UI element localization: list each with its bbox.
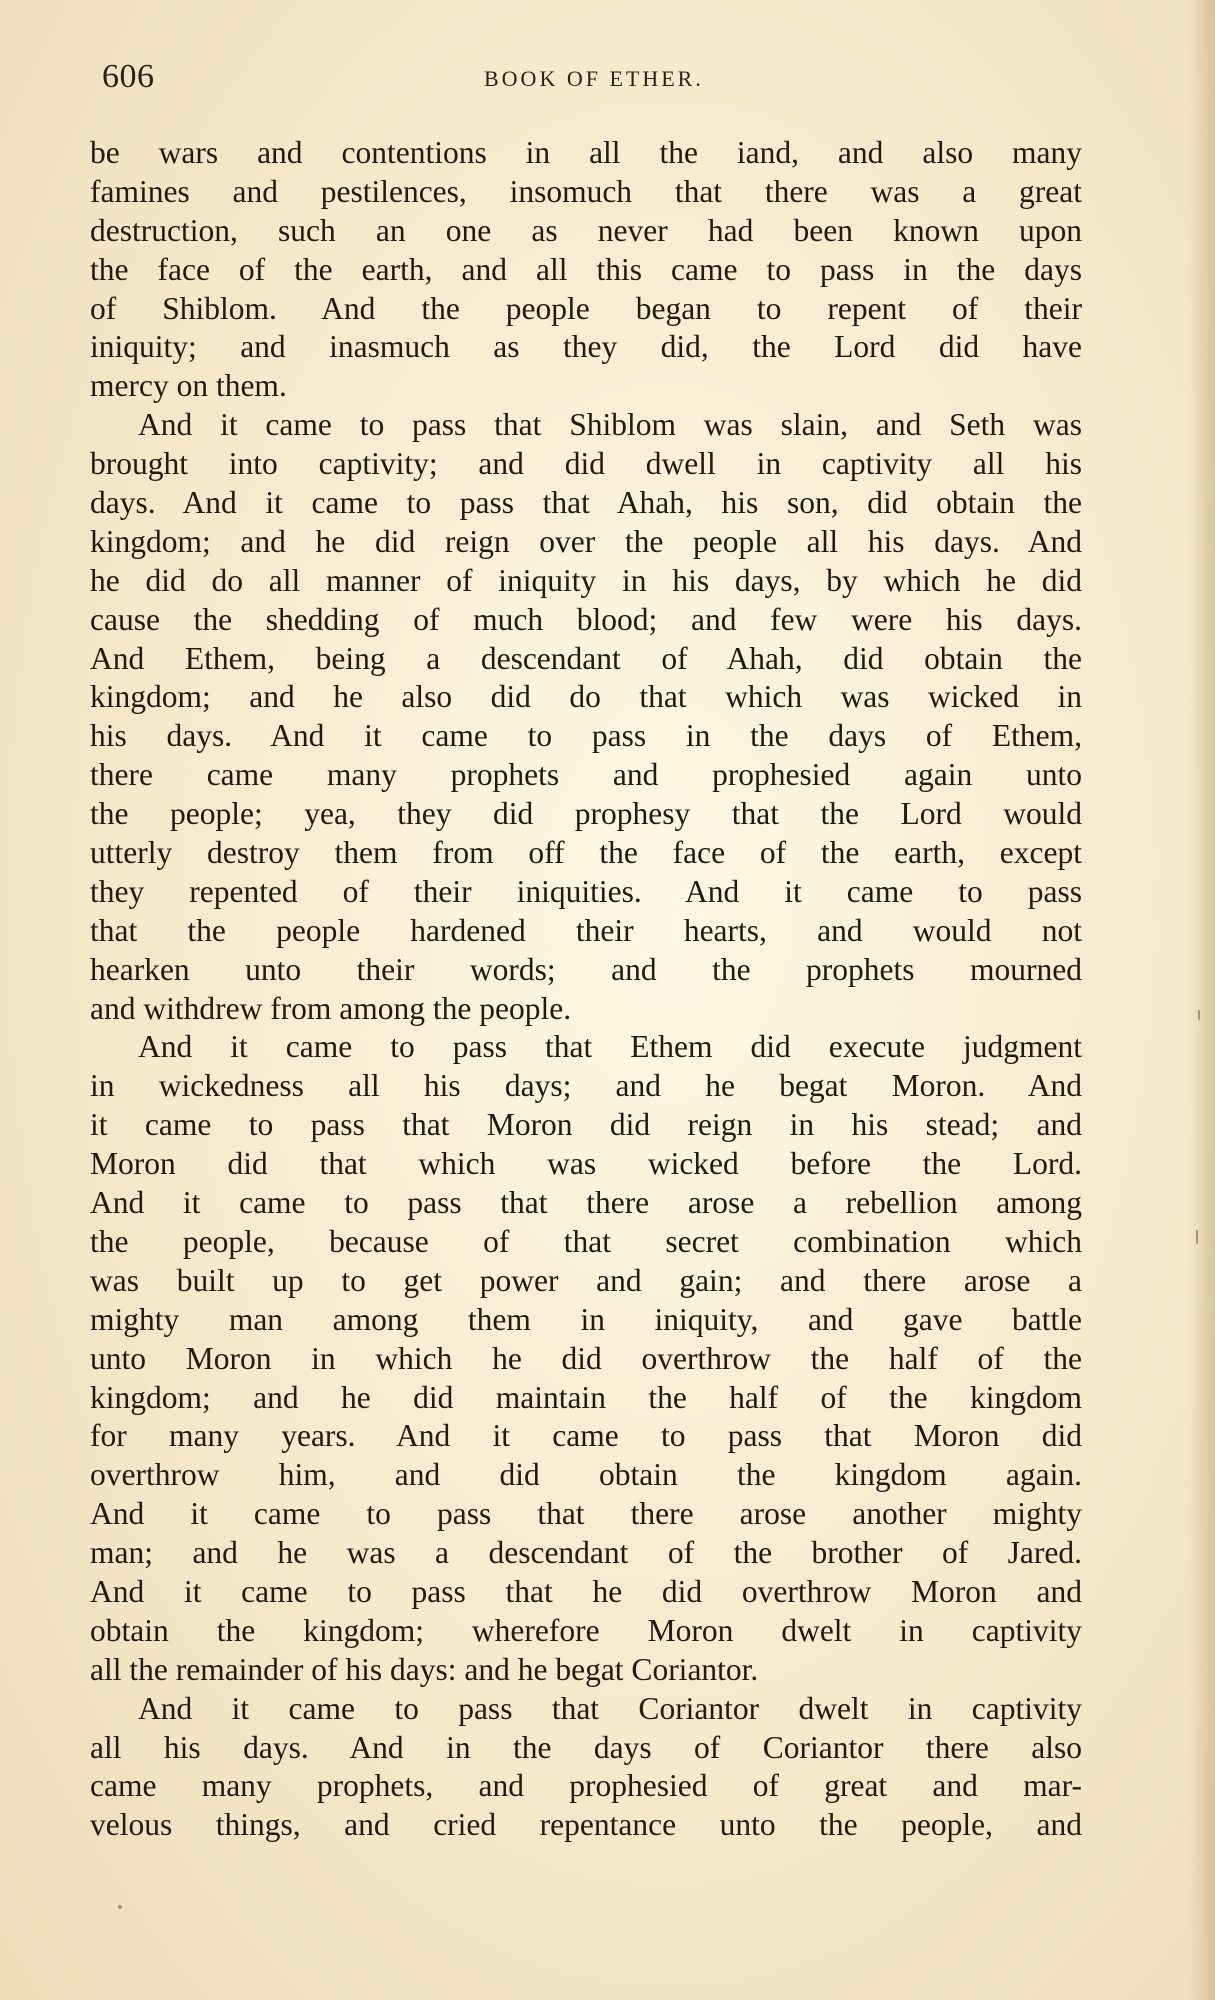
text-line: brought into captivity; and did dwell in captivity all his (90, 446, 1082, 482)
text-line: they repented of their iniquities. And it came to pass (90, 873, 1082, 909)
text-line: unto Moron in which he did overthrow the half of the (90, 1340, 1082, 1376)
text-line: And it came to pass that there arose a rebellion among (90, 1185, 1082, 1221)
text-line: of Shiblom. And the people began to repent of their (90, 290, 1082, 326)
text-line: velous things, and cried repentance unto the people, and (90, 1807, 1082, 1843)
text-line: kingdom; and he did maintain the half of the kingdom (90, 1379, 1082, 1415)
text-line: And it came to pass that there arose another mighty (90, 1496, 1082, 1532)
text-line: kingdom; and he did reign over the people all his days. And (90, 523, 1082, 559)
text-line: And it came to pass that he did overthrow Moron and (90, 1573, 1082, 1609)
text-line: man; and he was a descendant of the brother of Jared. (90, 1535, 1082, 1571)
text-line: utterly destroy them from off the face of the earth, except (90, 835, 1082, 871)
text-line: the face of the earth, and all this came to pass in the days (90, 251, 1082, 287)
text-line: the people; yea, they did prophesy that the Lord would (90, 796, 1082, 832)
text-line: And Ethem, being a descendant of Ahah, did obtain the (90, 640, 1082, 676)
text-line: Moron did that which was wicked before the Lord. (90, 1146, 1082, 1182)
text-line: mercy on them. (90, 368, 287, 404)
text-line: days. And it came to pass that Ahah, his son, did obtain the (90, 485, 1082, 521)
text-line: be wars and contentions in all the iand, and also many (90, 135, 1082, 170)
text-line: hearken unto their words; and the prophets mourned (90, 951, 1082, 987)
text-line: the people, because of that secret combination which (90, 1223, 1082, 1259)
text-line: overthrow him, and did obtain the kingdom again. (90, 1457, 1082, 1493)
body-text (90, 134, 1082, 1845)
text-line: was built up to get power and gain; and there arose a (90, 1262, 1082, 1298)
page-number: 606 (102, 58, 155, 95)
page-edge-shadow (1189, 0, 1215, 2000)
text-line: all his days. And in the days of Coriantor there also (90, 1729, 1082, 1765)
text-line: mighty man among them in iniquity, and gave battle (90, 1301, 1082, 1337)
text-line: he did do all manner of iniquity in his days, by which he did (90, 562, 1082, 598)
text-line: kingdom; and he also did do that which was wicked in (90, 679, 1082, 715)
text-line: that the people hardened their hearts, and would not (90, 912, 1082, 948)
page-header (102, 58, 1092, 106)
text-line: his days. And it came to pass in the days of Ethem, (90, 718, 1082, 754)
paragraph-first-line: And it came to pass that Ethem did execute judgment (138, 1029, 1082, 1065)
text-line: and withdrew from among the people. (90, 990, 572, 1026)
paragraph-first-line: And it came to pass that Shiblom was slain, and Seth was (138, 407, 1082, 443)
text-line: cause the shedding of much blood; and few were his days. (90, 601, 1082, 637)
text-line: for many years. And it came to pass that Moron did (90, 1418, 1082, 1454)
text-line: all the remainder of his days: and he begat Coriantor. (90, 1651, 759, 1687)
text-line: obtain the kingdom; wherefore Moron dwelt in captivity (90, 1612, 1082, 1648)
paper-speck (1196, 1230, 1198, 1244)
text-line: destruction, such an one as never had been known upon (90, 212, 1082, 248)
text-line: there came many prophets and prophesied again unto (90, 757, 1082, 793)
text-line: in wickedness all his days; and he begat Moron. And (90, 1068, 1082, 1104)
paragraph-first-line: And it came to pass that Coriantor dwelt in captivity (138, 1690, 1082, 1726)
text-line: iniquity; and inasmuch as they did, the Lord did have (90, 329, 1082, 365)
paper-speck (118, 1905, 122, 1909)
paper-speck (1198, 1010, 1200, 1020)
text-line: it came to pass that Moron did reign in his stead; and (90, 1107, 1082, 1143)
text-line: famines and pestilences, insomuch that there was a great (90, 173, 1082, 209)
text-line: came many prophets, and prophesied of great and mar- (90, 1768, 1082, 1804)
running-title: BOOK OF ETHER. (484, 66, 704, 91)
